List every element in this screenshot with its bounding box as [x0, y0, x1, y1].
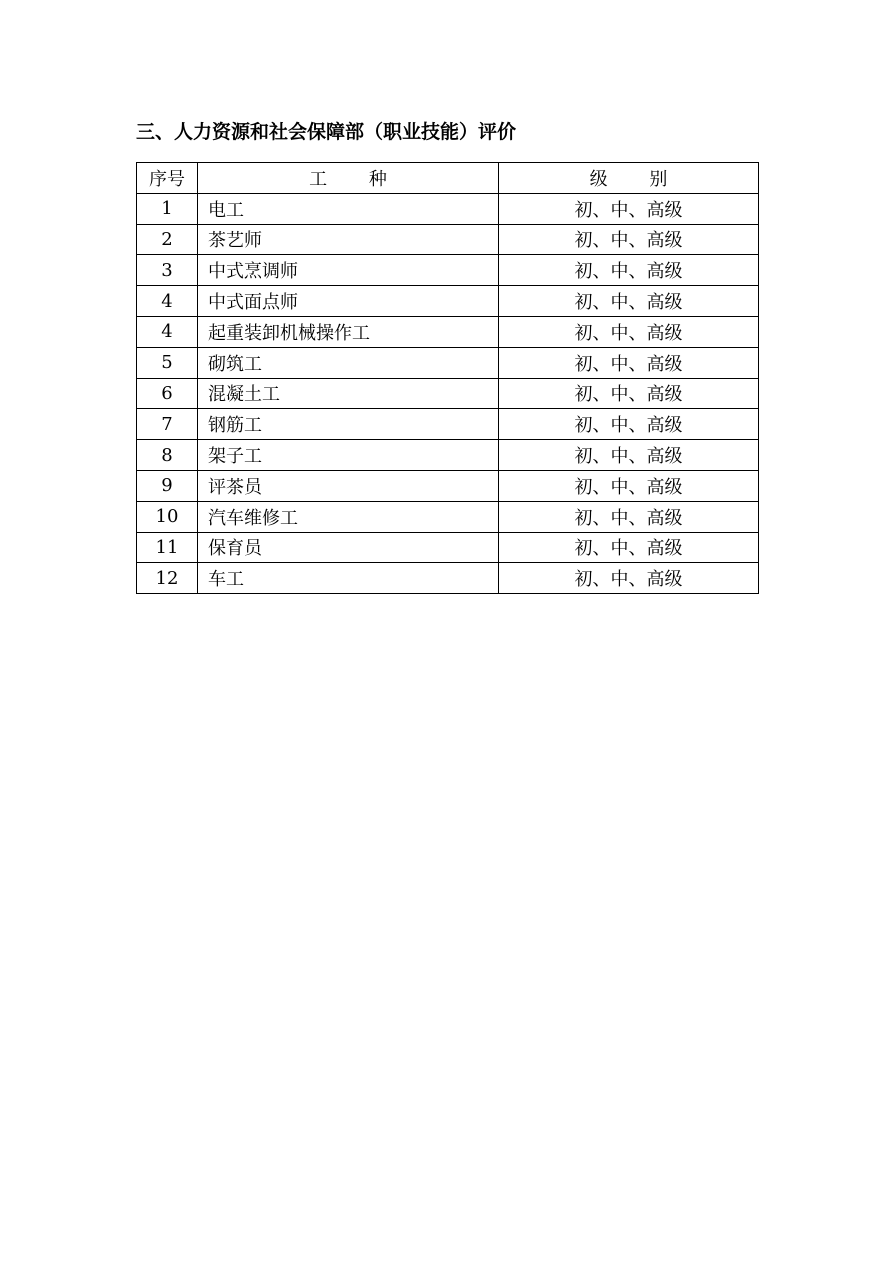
cell-level: 初、中、高级: [499, 255, 759, 286]
table-row: [137, 255, 759, 286]
cell-level: 初、中、高级: [499, 563, 759, 594]
header-level: 级 别: [499, 163, 759, 194]
table-row: [137, 316, 759, 347]
table-header-row: [137, 163, 759, 194]
table-row: [137, 470, 759, 501]
cell-serial-number: 2: [137, 224, 198, 255]
cell-occupation: 砌筑工: [198, 347, 499, 378]
cell-level: 初、中、高级: [499, 347, 759, 378]
table-row: [137, 378, 759, 409]
cell-serial-number: 7: [137, 409, 198, 440]
cell-level: 初、中、高级: [499, 409, 759, 440]
cell-occupation: 汽车维修工: [198, 501, 499, 532]
cell-occupation: 车工: [198, 563, 499, 594]
cell-serial-number: 6: [137, 378, 198, 409]
table-row: [137, 563, 759, 594]
cell-occupation: 中式烹调师: [198, 255, 499, 286]
section-heading: 三、人力资源和社会保障部（职业技能）评价: [136, 121, 517, 143]
cell-occupation: 中式面点师: [198, 286, 499, 317]
table-row: [137, 440, 759, 471]
cell-occupation: 混凝土工: [198, 378, 499, 409]
cell-level: 初、中、高级: [499, 501, 759, 532]
cell-occupation: 钢筋工: [198, 409, 499, 440]
cell-serial-number: 4: [137, 316, 198, 347]
cell-serial-number: 12: [137, 563, 198, 594]
cell-serial-number: 11: [137, 532, 198, 563]
cell-occupation: 保育员: [198, 532, 499, 563]
cell-serial-number: 1: [137, 193, 198, 224]
cell-level: 初、中、高级: [499, 440, 759, 471]
table-row: [137, 501, 759, 532]
table-row: [137, 286, 759, 317]
cell-occupation: 电工: [198, 193, 499, 224]
cell-level: 初、中、高级: [499, 224, 759, 255]
header-serial-number: 序号: [137, 163, 198, 194]
cell-serial-number: 5: [137, 347, 198, 378]
occupation-table: [136, 162, 759, 594]
cell-serial-number: 9: [137, 470, 198, 501]
cell-serial-number: 10: [137, 501, 198, 532]
cell-occupation: 起重装卸机械操作工: [198, 316, 499, 347]
table-row: [137, 224, 759, 255]
cell-level: 初、中、高级: [499, 193, 759, 224]
table-row: [137, 193, 759, 224]
cell-serial-number: 8: [137, 440, 198, 471]
cell-occupation: 评茶员: [198, 470, 499, 501]
cell-occupation: 茶艺师: [198, 224, 499, 255]
table-row: [137, 532, 759, 563]
cell-level: 初、中、高级: [499, 286, 759, 317]
cell-serial-number: 3: [137, 255, 198, 286]
cell-level: 初、中、高级: [499, 532, 759, 563]
header-occupation: 工 种: [198, 163, 499, 194]
cell-occupation: 架子工: [198, 440, 499, 471]
table-row: [137, 409, 759, 440]
cell-level: 初、中、高级: [499, 378, 759, 409]
cell-level: 初、中、高级: [499, 470, 759, 501]
table-row: [137, 347, 759, 378]
cell-level: 初、中、高级: [499, 316, 759, 347]
cell-serial-number: 4: [137, 286, 198, 317]
